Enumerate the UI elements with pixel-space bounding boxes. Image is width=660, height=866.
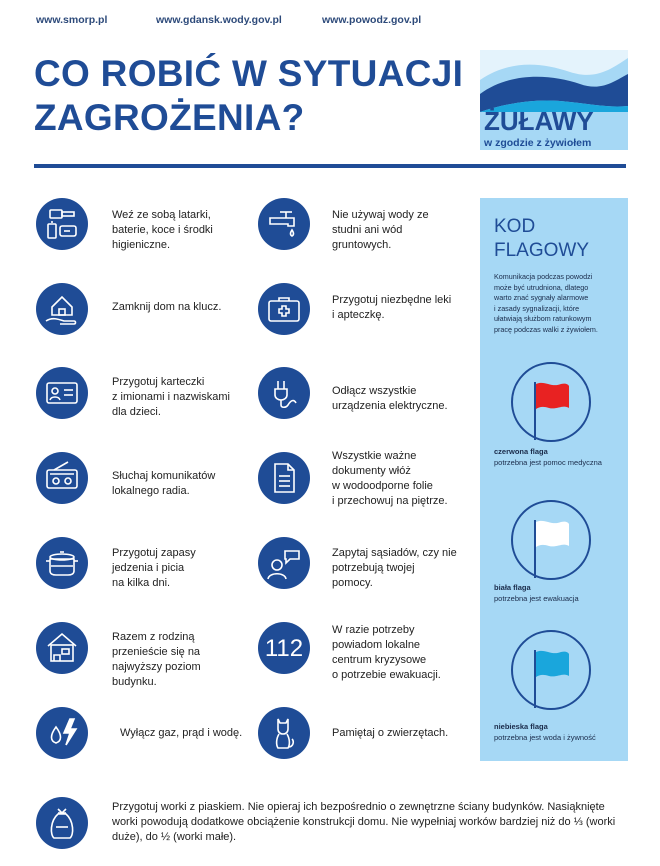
flag-panel-title: KOD FLAGOWY: [494, 216, 590, 261]
tip-food-text: Przygotuj zapasy jedzenia i picia na kilka dni.: [112, 547, 196, 589]
link-smorp[interactable]: www.smorp.pl: [36, 14, 108, 26]
tip-neighbours-text: Zapytaj sąsiadów, czy nie potrzebują twojej pomocy.: [332, 547, 457, 589]
page-title-line2: ZAGROŻENIA?: [34, 97, 305, 138]
zulawy-logo-graphic: [480, 50, 628, 150]
emergency-number: 112: [264, 635, 304, 662]
house-hand-icon: [36, 283, 88, 335]
logo-tagline: w zgodzie z żywiołem: [484, 137, 592, 149]
power-plug-icon: [258, 367, 310, 419]
tip-first-aid-text: Przygotuj niezbędne leki i apteczkę.: [332, 294, 452, 321]
red-flag-name: czerwona flaga: [494, 447, 548, 456]
tip-emergency-text: W razie potrzeby powiadom lokalne centrum kryzysowe o potrzebie ewakuacji.: [332, 624, 441, 681]
red-flag-icon: [511, 362, 591, 442]
emergency-number-icon: [258, 622, 310, 674]
gas-water-electricity-icon: [36, 707, 88, 759]
radio-icon: [36, 452, 88, 504]
header-divider: [34, 164, 626, 168]
tip-utilities-text: Wyłącz gaz, prąd i wodę.: [120, 727, 243, 739]
tip-unplug-text: Odłącz wszystkie urządzenia elektryczne.: [332, 385, 448, 412]
tip-water-text: Nie używaj wody ze studni ani wód gruntowych.: [332, 209, 429, 251]
cooking-pot-icon: [36, 537, 88, 589]
tip-documents-text: Wszystkie ważne dokumenty włóż w wodoodporne folie i przechowuj na piętrze.: [332, 450, 448, 507]
flag-code-panel: [480, 198, 628, 761]
tip-sandbags-text: Przygotuj worki z piaskiem. Nie opieraj ich bezpośrednio o zewnętrzne ściany budynków. Nasiąknięte worki powodują dodatkowe obciążenie konstrukcji domu. Nie wypełniaj worków bardziej niż do ⅓ (worki duże), do ½ (worki małe).: [112, 801, 616, 843]
white-flag-name: biała flaga: [494, 583, 531, 592]
tip-lock-house-text: Zamknij dom na klucz.: [112, 301, 222, 313]
document-icon: [258, 452, 310, 504]
water-tap-icon: [258, 198, 310, 250]
house-upper-floor-icon: [36, 622, 88, 674]
sandbag-icon: [36, 797, 88, 849]
blue-flag-meaning: potrzebna jest woda i żywność: [494, 733, 596, 742]
id-card-icon: [36, 367, 88, 419]
red-flag-meaning: potrzebna jest pomoc medyczna: [494, 458, 602, 467]
tip-animals-text: Pamiętaj o zwierzętach.: [332, 727, 449, 739]
page-title: [34, 52, 463, 140]
tip-flashlight-text: Weź ze sobą latarki, baterie, koce i środki higieniczne.: [112, 209, 213, 251]
logo-name: ŻUŁAWY: [484, 106, 594, 136]
link-gdansk-wody[interactable]: www.gdansk.wody.gov.pl: [156, 14, 282, 26]
tip-radio-text: Słuchaj komunikatów lokalnego radia.: [112, 470, 216, 497]
flashlight-battery-icon: [36, 198, 88, 250]
person-speech-icon: [258, 537, 310, 589]
cat-icon: [258, 707, 310, 759]
flag-panel-description: Komunikacja podczas powodzi może być utrudniona, dlatego warto znać sygnały alarmowe i zasady sygnalizacji, które ułatwiają służbom ratunkowym pracę podczas walki z żywiołem.: [494, 272, 598, 334]
link-powodz[interactable]: www.powodz.gov.pl: [322, 14, 422, 26]
first-aid-kit-icon: [258, 283, 310, 335]
white-flag-meaning: potrzebna jest ewakuacja: [494, 594, 579, 603]
tip-name-cards-text: Przygotuj karteczki z imionami i nazwiskami dla dzieci.: [112, 376, 230, 418]
tip-upper-floor-text: Razem z rodziną przenieście się na najwyższy poziom budynku.: [112, 631, 201, 688]
blue-flag-name: niebieska flaga: [494, 722, 548, 731]
zulawy-logo: [480, 50, 628, 150]
blue-flag-icon: [511, 630, 591, 710]
page-title-line1: CO ROBIĆ W SYTUACJI: [34, 53, 464, 94]
white-flag-icon: [511, 500, 591, 580]
